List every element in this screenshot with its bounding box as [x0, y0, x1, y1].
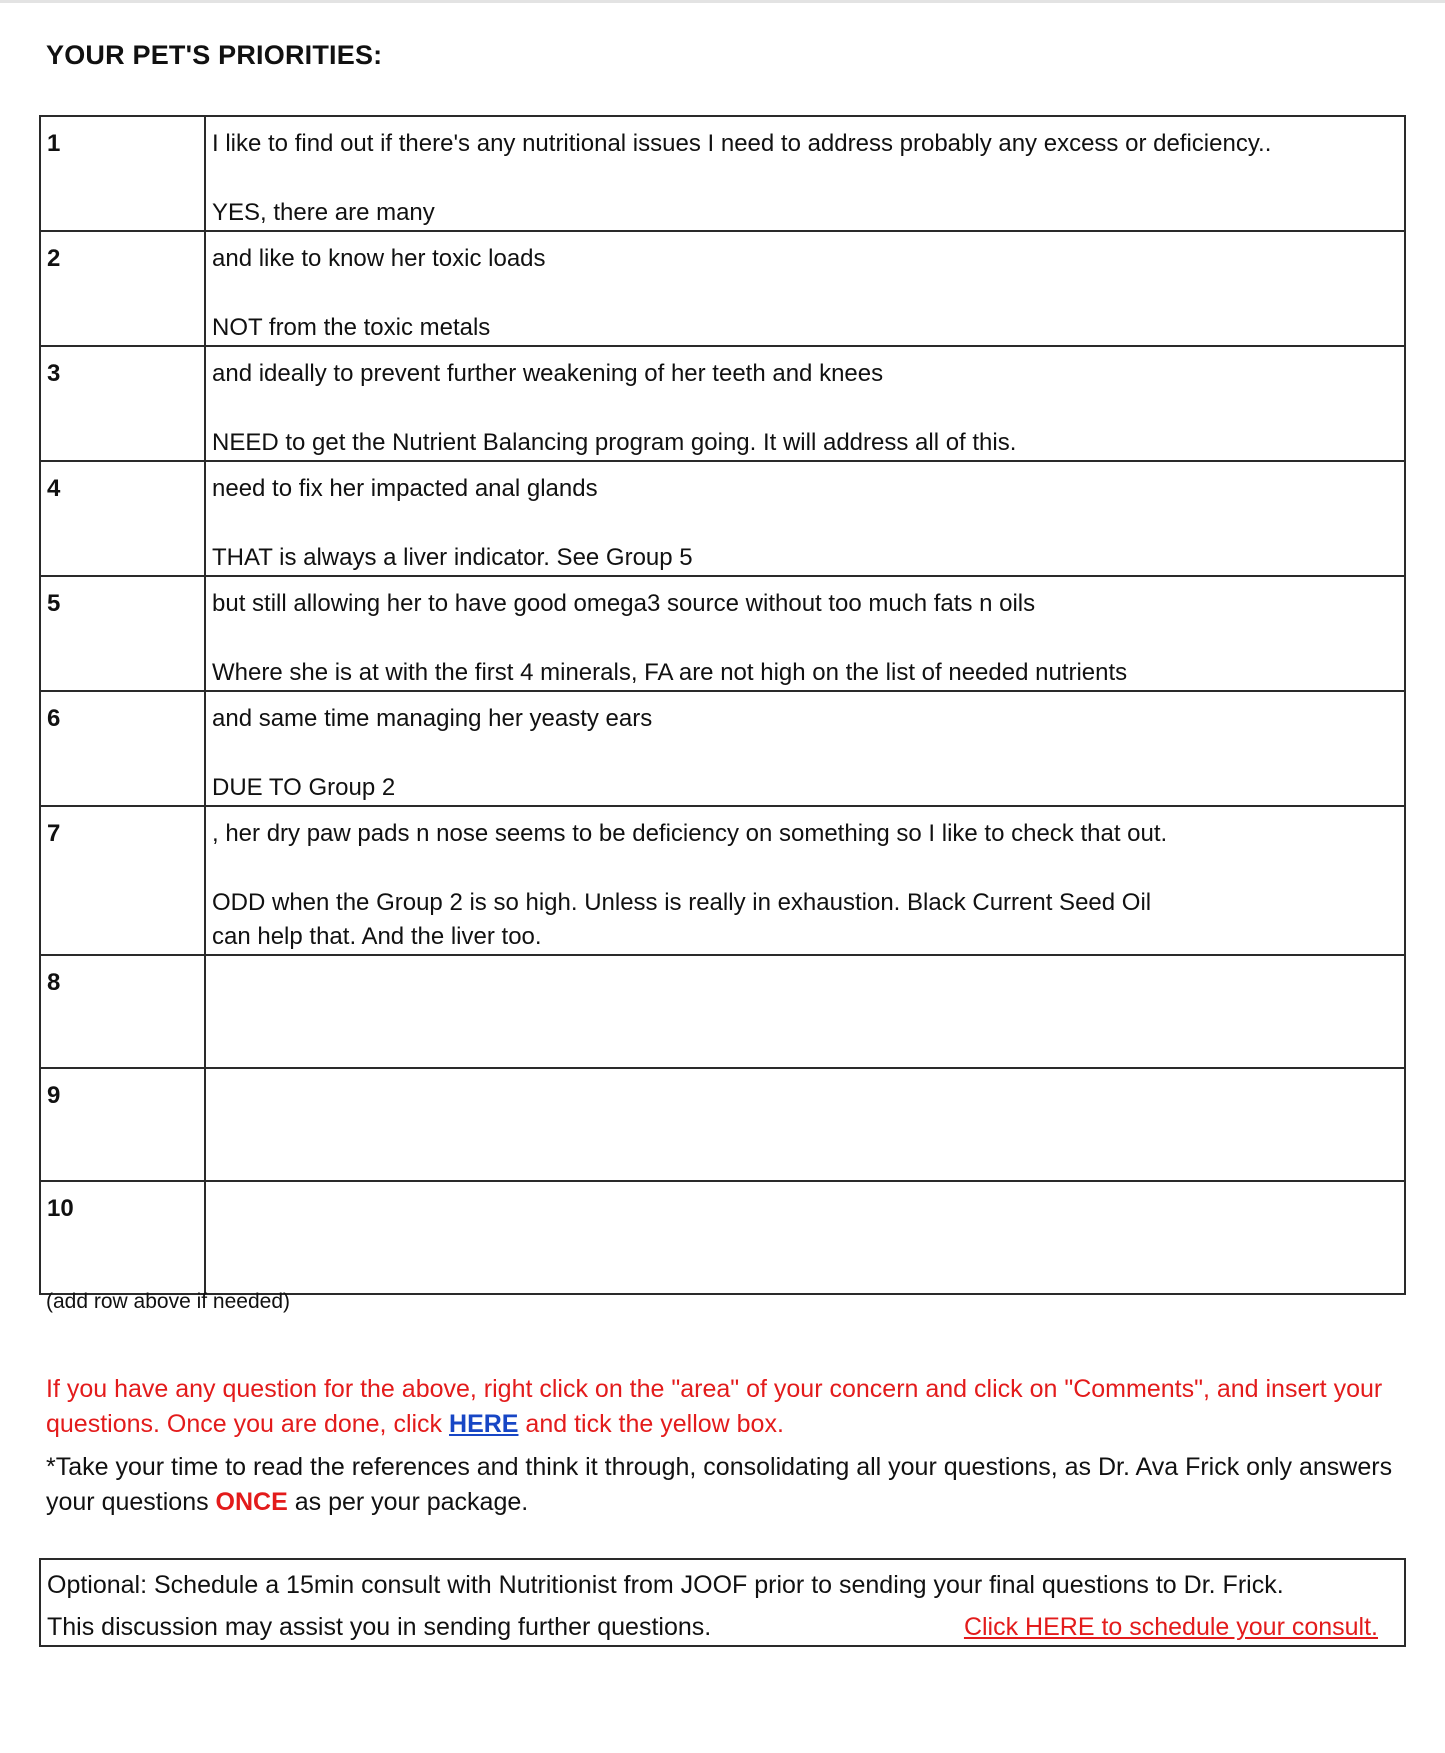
table-row: [40, 231, 1405, 346]
priority-number: 7: [40, 806, 205, 955]
priority-request: and like to know her toxic loads: [212, 245, 546, 272]
priority-number: 2: [40, 231, 205, 346]
table-row: [40, 1068, 1405, 1181]
table-row: [40, 955, 1405, 1068]
priority-request: and same time managing her yeasty ears: [212, 705, 653, 732]
table-row: [40, 691, 1405, 806]
comments-instructions: [46, 1372, 1416, 1442]
priority-cell[interactable]: [205, 461, 1405, 576]
priority-cell-empty[interactable]: [205, 955, 1405, 1068]
priority-cell[interactable]: [205, 806, 1405, 955]
priority-request: I like to find out if there's any nutritional issues I need to address probably any excess or deficiency..: [212, 130, 1272, 157]
table-row: [40, 116, 1405, 231]
once-emphasis: ONCE: [215, 1488, 288, 1516]
here-link[interactable]: HERE: [449, 1410, 519, 1438]
instructions-text-end: and tick the yellow box.: [518, 1410, 784, 1438]
take-time-note: [46, 1450, 1416, 1520]
priority-response: ODD when the Group 2 is so high. Unless is really in exhaustion. Black Current Seed Oil: [212, 889, 1152, 916]
priority-request: and ideally to prevent further weakening of her teeth and knees: [212, 360, 884, 387]
consult-subtext: This discussion may assist you in sending further questions.: [47, 1613, 712, 1641]
priority-response: Where she is at with the first 4 minerals, FA are not high on the list of needed nutrients: [212, 659, 1128, 686]
priority-response: THAT is always a liver indicator. See Group 5: [212, 544, 693, 571]
instructions-text: If you have any question for the above, right click on the "area" of your concern and click on "Comments", and insert your questions. Once you are done, click: [46, 1375, 1383, 1438]
priority-number: 5: [40, 576, 205, 691]
priority-response: YES, there are many: [212, 199, 435, 226]
add-row-note: (add row above if needed): [46, 1290, 290, 1313]
table-row: [40, 576, 1405, 691]
priorities-table: [39, 115, 1406, 1295]
priority-request: , her dry paw pads n nose seems to be deficiency on something so I like to check that out.: [212, 820, 1168, 847]
priority-number: 1: [40, 116, 205, 231]
table-row: [40, 1181, 1405, 1294]
priority-request: but still allowing her to have good omega3 source without too much fats n oils: [212, 590, 1036, 617]
priority-cell[interactable]: [205, 346, 1405, 461]
priority-response: NEED to get the Nutrient Balancing program going. It will address all of this.: [212, 429, 1017, 456]
consult-box: [39, 1558, 1406, 1647]
priority-number: 10: [40, 1181, 205, 1294]
priority-cell[interactable]: [205, 116, 1405, 231]
priority-number: 3: [40, 346, 205, 461]
priority-number: 4: [40, 461, 205, 576]
table-row: [40, 461, 1405, 576]
table-row: [40, 806, 1405, 955]
priority-number: 6: [40, 691, 205, 806]
page-title: YOUR PET'S PRIORITIES:: [46, 40, 383, 70]
table-row: [40, 346, 1405, 461]
take-time-text: *Take your time to read the references and think it through, consolidating all your questions, as Dr. Ava Frick only answers your questions: [46, 1453, 1393, 1516]
priority-response-continued: can help that. And the liver too.: [212, 923, 542, 950]
priority-number: 8: [40, 955, 205, 1068]
priority-response: DUE TO Group 2: [212, 774, 396, 801]
schedule-consult-link[interactable]: Click HERE to schedule your consult.: [963, 1613, 1378, 1641]
priority-cell[interactable]: [205, 231, 1405, 346]
priority-response: NOT from the toxic metals: [212, 314, 491, 341]
top-divider: [0, 0, 1445, 3]
priority-cell[interactable]: [205, 576, 1405, 691]
take-time-text-end: as per your package.: [287, 1488, 529, 1516]
priority-number: 9: [40, 1068, 205, 1181]
priority-cell-empty[interactable]: [205, 1068, 1405, 1181]
priority-cell[interactable]: [205, 691, 1405, 806]
consult-text: Optional: Schedule a 15min consult with Nutritionist from JOOF prior to sending your final questions to Dr. Frick.: [47, 1571, 1284, 1599]
priority-request: need to fix her impacted anal glands: [212, 475, 598, 502]
priority-cell-empty[interactable]: [205, 1181, 1405, 1294]
